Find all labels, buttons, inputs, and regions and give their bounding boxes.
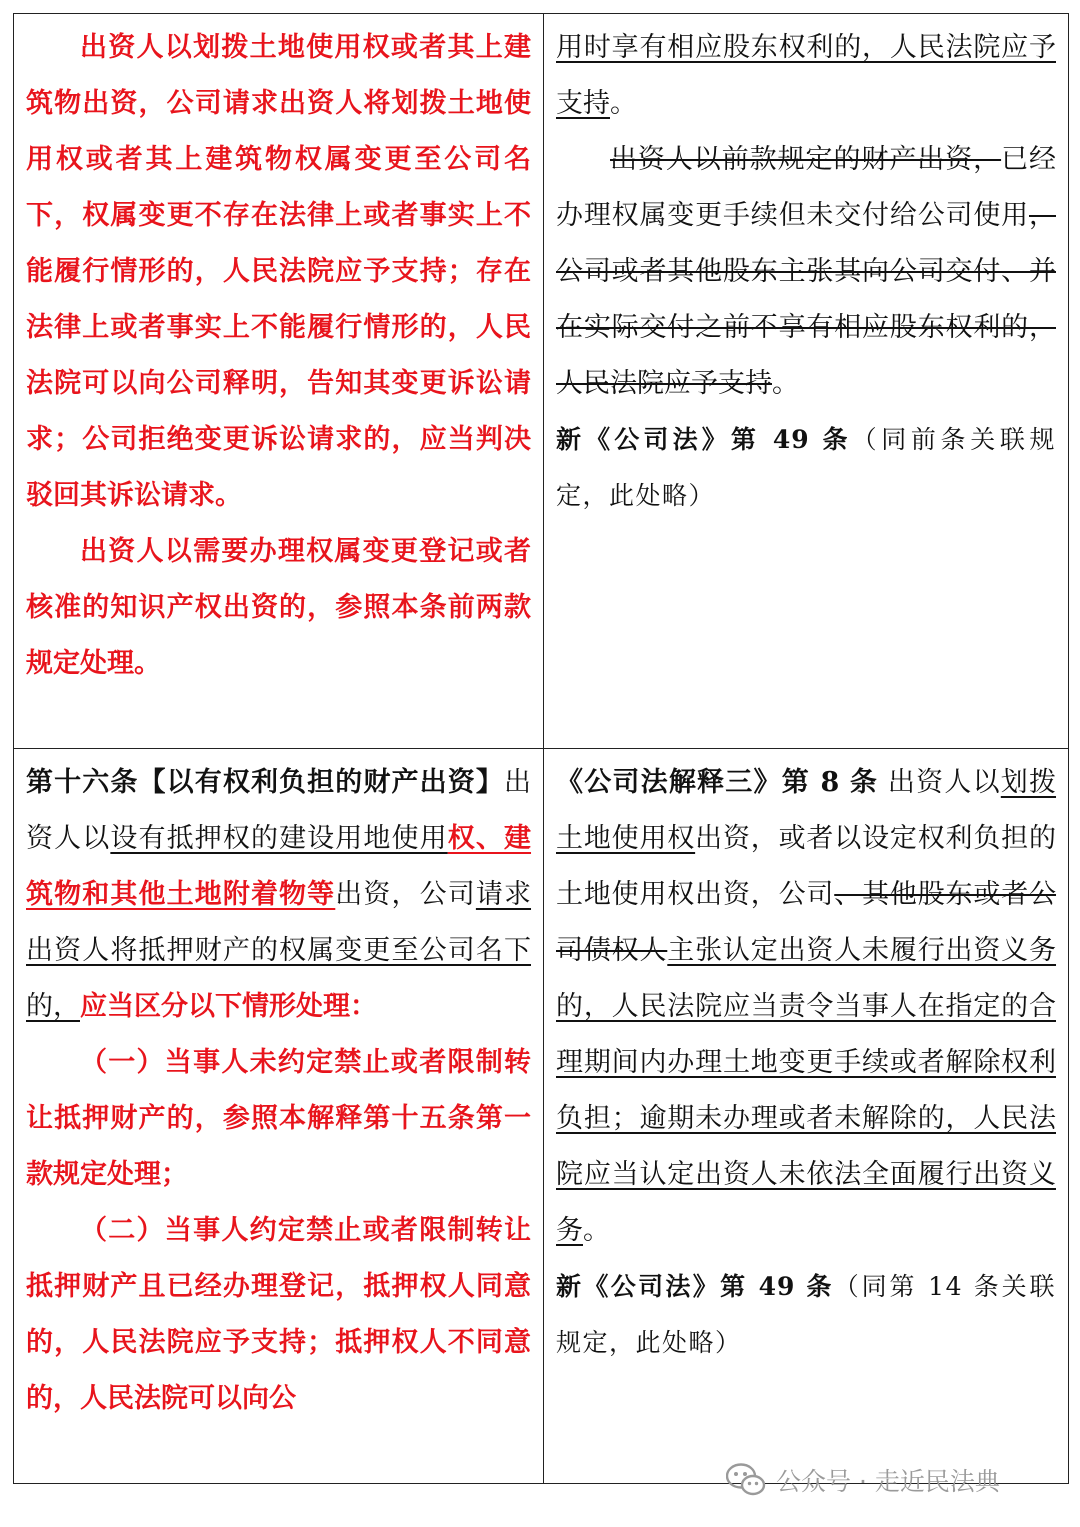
- text: 出资人以: [878, 767, 1001, 798]
- paragraph: [556, 20, 1056, 132]
- text: 。: [772, 368, 799, 399]
- paragraph: [556, 132, 1056, 412]
- left-cell: [14, 749, 544, 1484]
- left-cell: [14, 14, 544, 749]
- red-text: 应当区分以下情形处理：: [80, 991, 377, 1022]
- paragraph: 出资人以需要办理权属变更登记或者核准的知识产权出资的，参照本条前两款规定处理。: [26, 536, 531, 679]
- watermark: [726, 1462, 1000, 1498]
- text: 。: [610, 88, 637, 119]
- struck-text: ，公司或者其他股东主张其向公司交付、并在实际交付之前不享有相应股东权利的，人民法院应予支持: [556, 200, 1056, 399]
- reference-title: 《公司法解释三》第 8 条: [556, 767, 879, 798]
- paragraph: [556, 755, 1056, 1259]
- note-text: （同第 14 条关联规定，此处略）: [556, 1272, 1056, 1357]
- paragraph: 出资人以划拨土地使用权或者其上建筑物出资，公司请求出资人将划拨土地使用权或者其上建筑物权属变更至公司名下，权属变更不存在法律上或者事实上不能履行情形的，人民法院应予支持；存在法律上或者事实上不能履行情形的，人民法院可以向公司释明，告知其变更诉讼请求；公司拒绝变更诉讼请求的，应当判决驳回其诉讼请求。: [26, 32, 531, 511]
- text: 出资，公司: [695, 879, 835, 910]
- comparison-table: [13, 13, 1069, 1484]
- text: 出资人以: [26, 767, 531, 854]
- underlined-text: 设有抵押权的建设用地使用: [110, 823, 448, 854]
- related-provision-note: [556, 1259, 1056, 1371]
- struck-text: 、其他股东或者公司债权人: [556, 879, 1057, 966]
- watermark-text: 公众号 · 走近民法典: [776, 1467, 1000, 1496]
- paragraph: [26, 755, 531, 1035]
- underlined-text: 划拨土地使用权: [556, 767, 1057, 854]
- text: 。: [583, 1215, 610, 1246]
- text: 已经办理权属变更手续但未交付给公司使用: [556, 144, 1057, 231]
- text: 出资，公司: [335, 879, 476, 910]
- note-title: 新《公司法》第 49 条: [556, 425, 852, 454]
- right-cell: [544, 749, 1069, 1484]
- note-title: 新《公司法》第 49 条: [556, 1272, 834, 1301]
- struck-text: 出资人以前款规定的财产出资，: [610, 144, 1002, 175]
- underlined-red-text: 权、建筑物和其他土地附着物等: [26, 823, 532, 910]
- list-item: （二）当事人约定禁止或者限制转让抵押财产且已经办理登记，抵押权人同意的，人民法院应予支持；抵押权人不同意的，人民法院可以向公: [26, 1215, 531, 1414]
- table-row: [14, 14, 1069, 749]
- article-title: 第十六条【以有权利负担的财产出资】: [26, 767, 504, 798]
- underlined-text: 主张认定出资人未履行出资义务的，人民法院应当责令当事人在指定的合理期间内办理土地变更手续或者解除权利负担；逾期未办理或者未解除的，人民法院应当认定出资人未依法全面履行出资义务: [556, 935, 1057, 1246]
- underlined-text: 请求出资人将抵押财产的权属变更至公司名下的，: [26, 879, 532, 1022]
- wechat-icon: [726, 1463, 766, 1497]
- note-text: （同前条关联规定，此处略）: [556, 425, 1056, 510]
- related-provision-note: [556, 412, 1056, 524]
- table-row: [14, 749, 1069, 1484]
- underlined-text: 用时享有相应股东权利的，人民法院应予支持: [556, 32, 1056, 119]
- list-item: （一）当事人未约定禁止或者限制转让抵押财产的，参照本解释第十五条第一款规定处理；: [26, 1047, 531, 1190]
- text: 出资，或者以设定权利负担的土地使用权: [556, 823, 1057, 910]
- right-cell: [544, 14, 1069, 749]
